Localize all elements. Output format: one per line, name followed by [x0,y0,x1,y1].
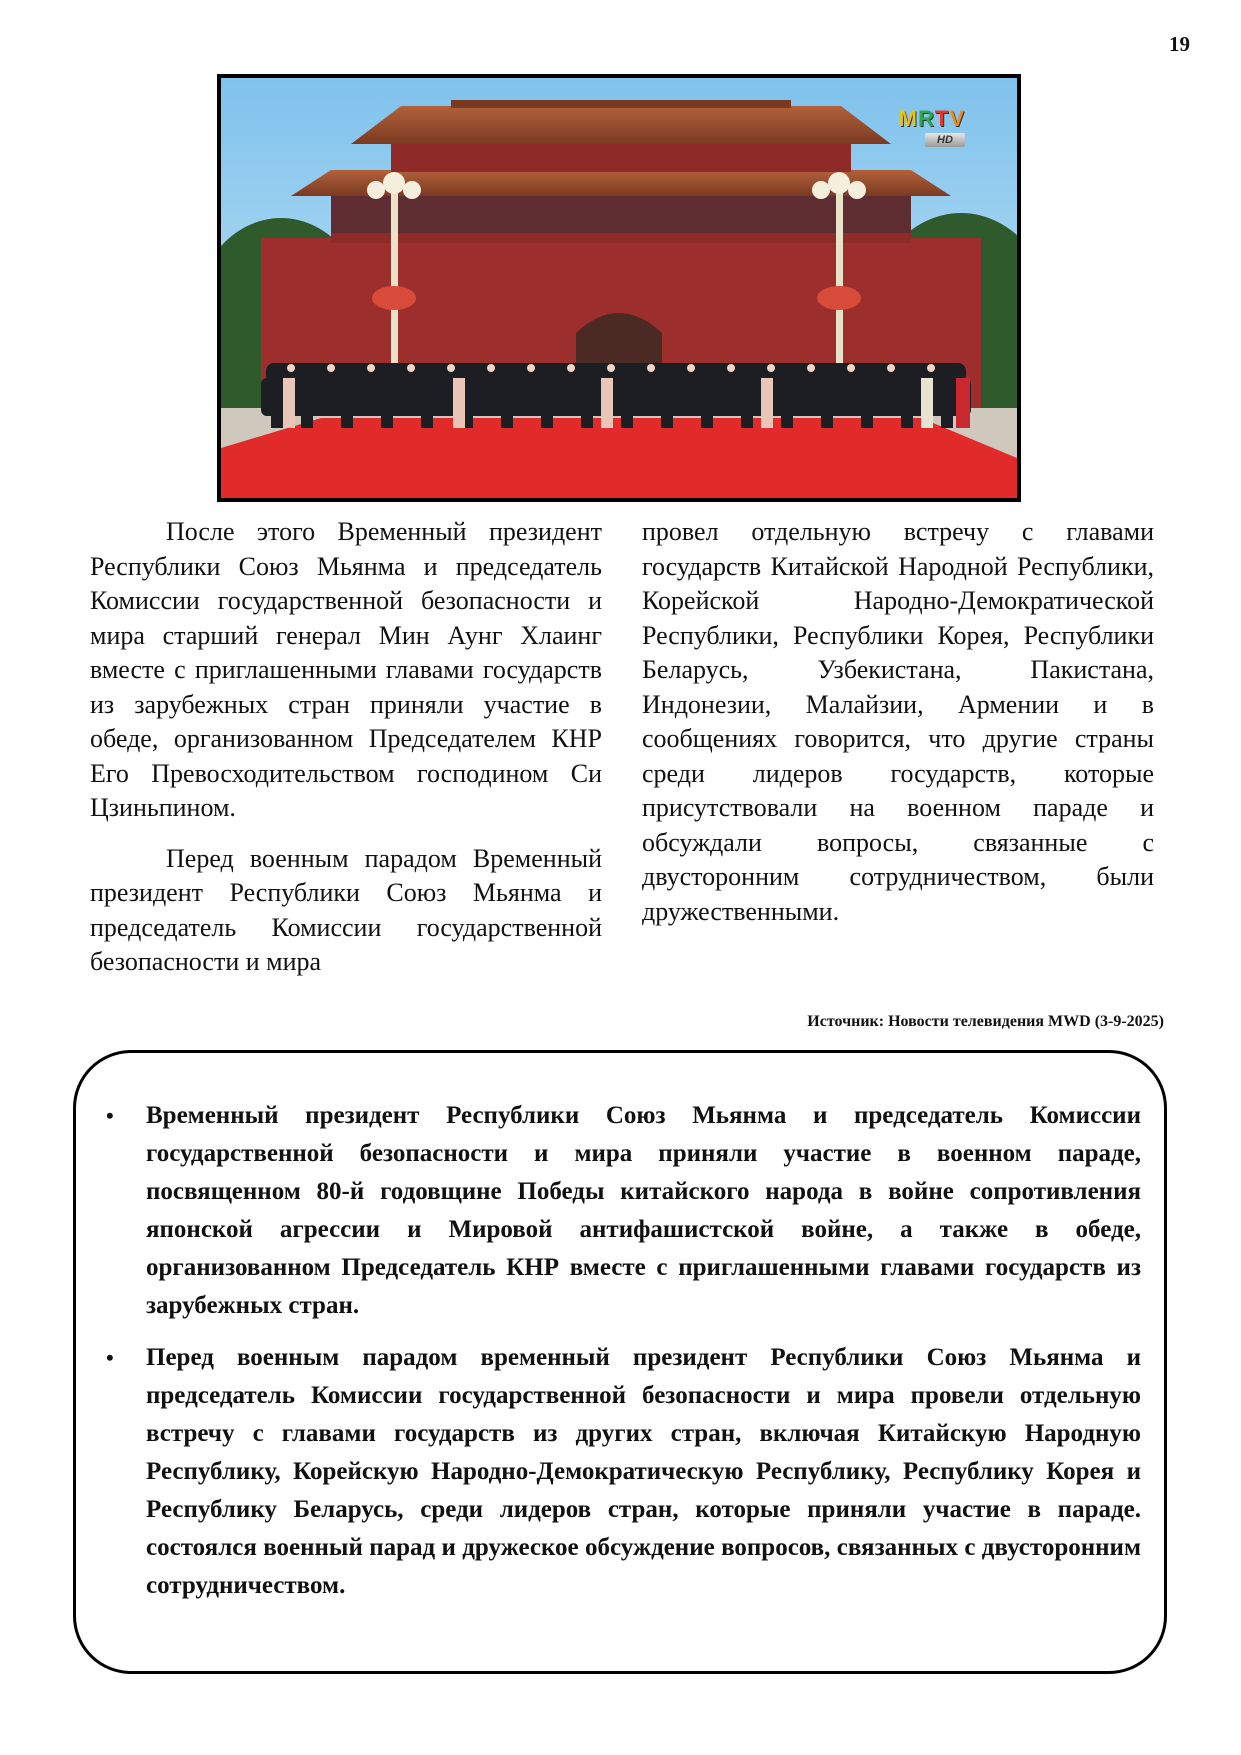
left-column [90,515,602,980]
summary-text: Перед военным парадом временный президент Республики Союз Мьянма и председатель Комиссии государственной безопасности и мира провели отдельную встречу с главами государств из других стран, включая Китайскую Народную Республику, Корейскую Народно-Демократическую Республику, Республику Корея и Республику Беларусь, среди лидеров стран, которые приняли участие в параде. состоялся военный парад и дружеское обсуждение вопросов, связанных с двусторонним сотрудничеством. [146,1344,1141,1599]
bullet-icon: • [106,1345,114,1370]
summary-box [73,1050,1167,1674]
bullet-icon: • [106,1103,114,1128]
photo-illustration [221,78,1017,498]
paragraph: После этого Временный президент Республики Союз Мьянма и председатель Комиссии государственной безопасности и мира старший генерал Мин Аунг Хлаинг вместе с приглашенными главами государств из зарубежных стран приняли участие в обеде, организованном Председателем КНР Его Превосходительством господином Си Цзиньпином. [90,517,602,822]
page-number: 19 [1169,32,1190,56]
summary-text: Временный президент Республики Союз Мьянма и председатель Комиссии государственной безопасности и мира приняли участие в военном параде, посвященном 80-й годовщине Победы китайского народа в войне сопротивления японской агрессии и Мировой антифашистской войне, а также в обеде, организованном Председатель КНР вместе с приглашенными главами государств из зарубежных стран. [146,1102,1141,1319]
summary-item [106,1339,1141,1605]
paragraph: Перед военным парадом Временный президент Республики Союз Мьянма и председатель Комиссии государственной безопасности и мира [90,843,602,976]
news-photo [217,74,1021,502]
summary-item [106,1097,1141,1325]
right-column [642,515,1154,929]
hd-badge: HD [925,133,965,147]
mrtv-logo: MRTV [898,106,965,131]
summary-list [106,1097,1141,1605]
paragraph: провел отдельную встречу с главами государств Китайской Народной Республики, Корейской Народно-Демократической Республики, Республики Корея, Республики Беларусь, Узбекистана, Пакистана, Индонезии, Малайзии, Армении и в сообщениях говорится, что другие страны среди лидеров государств, которые присутствовали на военном параде и обсуждали вопросы, связанные с двусторонним сотрудничеством, были дружественными. [642,517,1154,926]
source-caption: Источник: Новости телевидения MWD (3-9-2025) [807,1013,1164,1030]
